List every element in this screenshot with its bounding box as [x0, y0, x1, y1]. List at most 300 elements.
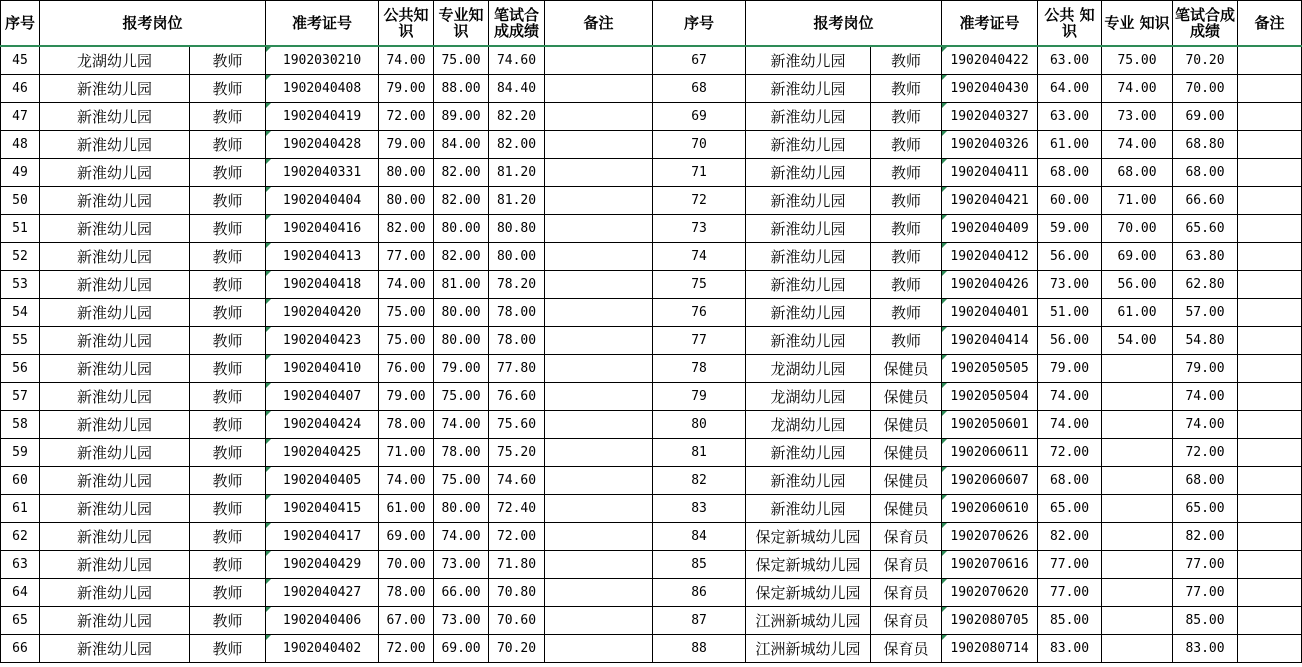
- role-cell: 教师: [190, 75, 266, 103]
- exam-no-cell: 1902080714: [942, 635, 1038, 663]
- role-cell: 教师: [190, 579, 266, 607]
- note-cell: [545, 551, 653, 579]
- exam-no-cell: 1902040429: [266, 551, 379, 579]
- role-cell: 教师: [190, 271, 266, 299]
- major-score-cell: [1102, 523, 1173, 551]
- total-score-cell: 82.00: [489, 131, 545, 159]
- exam-no-cell: 1902040410: [266, 355, 379, 383]
- note-cell: [1238, 551, 1302, 579]
- seq-cell: 50: [1, 187, 40, 215]
- exam-no-cell: 1902060611: [942, 439, 1038, 467]
- seq-cell: 64: [1, 579, 40, 607]
- exam-no-cell: 1902060610: [942, 495, 1038, 523]
- school-cell: 新淮幼儿园: [746, 131, 871, 159]
- public-score-cell: 74.00: [1038, 383, 1102, 411]
- role-cell: 保育员: [871, 523, 942, 551]
- exam-no-cell: 1902040419: [266, 103, 379, 131]
- note-cell: [1238, 327, 1302, 355]
- public-score-cell: 74.00: [1038, 411, 1102, 439]
- total-score-cell: 80.00: [489, 243, 545, 271]
- table-row: [1, 131, 1302, 159]
- table-row: [1, 327, 1302, 355]
- major-score-cell: 73.00: [434, 607, 489, 635]
- role-cell: 保健员: [871, 439, 942, 467]
- school-cell: 新淮幼儿园: [40, 243, 190, 271]
- total-score-cell: 75.20: [489, 439, 545, 467]
- school-cell: 龙湖幼儿园: [40, 46, 190, 75]
- exam-no-cell: 1902040420: [266, 299, 379, 327]
- school-cell: 新淮幼儿园: [746, 495, 871, 523]
- role-cell: 保育员: [871, 551, 942, 579]
- role-cell: 教师: [871, 103, 942, 131]
- school-cell: 龙湖幼儿园: [746, 355, 871, 383]
- seq-cell: 66: [1, 635, 40, 663]
- seq-cell: 80: [653, 411, 746, 439]
- note-cell: [1238, 131, 1302, 159]
- public-score-cell: 74.00: [379, 46, 434, 75]
- role-cell: 教师: [871, 46, 942, 75]
- exam-no-cell: 1902040327: [942, 103, 1038, 131]
- table-row: [1, 411, 1302, 439]
- seq-cell: 49: [1, 159, 40, 187]
- exam-no-cell: 1902040408: [266, 75, 379, 103]
- role-cell: 教师: [190, 187, 266, 215]
- total-score-cell: 81.20: [489, 159, 545, 187]
- note-cell: [1238, 243, 1302, 271]
- school-cell: 新淮幼儿园: [40, 607, 190, 635]
- exam-no-cell: 1902040411: [942, 159, 1038, 187]
- header-public: 公共知识: [379, 1, 434, 47]
- exam-no-cell: 1902040406: [266, 607, 379, 635]
- role-cell: 教师: [871, 299, 942, 327]
- major-score-cell: 84.00: [434, 131, 489, 159]
- school-cell: 新淮幼儿园: [40, 159, 190, 187]
- note-cell: [545, 607, 653, 635]
- table-row: [1, 635, 1302, 663]
- role-cell: 保育员: [871, 607, 942, 635]
- note-cell: [545, 523, 653, 551]
- role-cell: 教师: [871, 131, 942, 159]
- total-score-cell: 72.40: [489, 495, 545, 523]
- role-cell: 教师: [190, 243, 266, 271]
- public-score-cell: 51.00: [1038, 299, 1102, 327]
- exam-no-cell: 1902040326: [942, 131, 1038, 159]
- seq-cell: 58: [1, 411, 40, 439]
- public-score-cell: 79.00: [379, 383, 434, 411]
- table-row: [1, 75, 1302, 103]
- public-score-cell: 71.00: [379, 439, 434, 467]
- school-cell: 新淮幼儿园: [746, 215, 871, 243]
- seq-cell: 72: [653, 187, 746, 215]
- major-score-cell: 73.00: [434, 551, 489, 579]
- public-score-cell: 80.00: [379, 187, 434, 215]
- public-score-cell: 68.00: [1038, 467, 1102, 495]
- role-cell: 教师: [190, 355, 266, 383]
- role-cell: 教师: [190, 411, 266, 439]
- note-cell: [1238, 215, 1302, 243]
- school-cell: 保定新城幼儿园: [746, 523, 871, 551]
- public-score-cell: 64.00: [1038, 75, 1102, 103]
- total-score-cell: 69.00: [1173, 103, 1238, 131]
- role-cell: 教师: [871, 187, 942, 215]
- public-score-cell: 79.00: [379, 131, 434, 159]
- exam-no-cell: 1902040415: [266, 495, 379, 523]
- exam-no-cell: 1902040422: [942, 46, 1038, 75]
- total-score-cell: 77.00: [1173, 551, 1238, 579]
- public-score-cell: 69.00: [379, 523, 434, 551]
- total-score-cell: 81.20: [489, 187, 545, 215]
- header-public-right: 公共 知识: [1038, 1, 1102, 47]
- table-row: [1, 495, 1302, 523]
- major-score-cell: 82.00: [434, 187, 489, 215]
- total-score-cell: 78.00: [489, 299, 545, 327]
- seq-cell: 48: [1, 131, 40, 159]
- table-row: [1, 607, 1302, 635]
- role-cell: 教师: [871, 327, 942, 355]
- public-score-cell: 60.00: [1038, 187, 1102, 215]
- header-seq: 序号: [1, 1, 40, 47]
- seq-cell: 56: [1, 355, 40, 383]
- public-score-cell: 72.00: [379, 635, 434, 663]
- total-score-cell: 74.60: [489, 467, 545, 495]
- school-cell: 新淮幼儿园: [746, 467, 871, 495]
- major-score-cell: 66.00: [434, 579, 489, 607]
- note-cell: [545, 467, 653, 495]
- note-cell: [545, 159, 653, 187]
- major-score-cell: 75.00: [434, 383, 489, 411]
- total-score-cell: 63.80: [1173, 243, 1238, 271]
- note-cell: [545, 355, 653, 383]
- total-score-cell: 74.00: [1173, 411, 1238, 439]
- major-score-cell: 89.00: [434, 103, 489, 131]
- major-score-cell: 75.00: [434, 467, 489, 495]
- major-score-cell: 70.00: [1102, 215, 1173, 243]
- public-score-cell: 68.00: [1038, 159, 1102, 187]
- exam-no-cell: 1902050504: [942, 383, 1038, 411]
- exam-no-cell: 1902040401: [942, 299, 1038, 327]
- total-score-cell: 75.60: [489, 411, 545, 439]
- table-row: [1, 271, 1302, 299]
- seq-cell: 85: [653, 551, 746, 579]
- seq-cell: 71: [653, 159, 746, 187]
- total-score-cell: 85.00: [1173, 607, 1238, 635]
- role-cell: 教师: [871, 75, 942, 103]
- total-score-cell: 70.20: [489, 635, 545, 663]
- school-cell: 新淮幼儿园: [746, 159, 871, 187]
- school-cell: 新淮幼儿园: [40, 75, 190, 103]
- note-cell: [1238, 495, 1302, 523]
- public-score-cell: 61.00: [379, 495, 434, 523]
- total-score-cell: 74.00: [1173, 383, 1238, 411]
- total-score-cell: 82.20: [489, 103, 545, 131]
- school-cell: 江洲新城幼儿园: [746, 607, 871, 635]
- major-score-cell: [1102, 411, 1173, 439]
- public-score-cell: 63.00: [1038, 103, 1102, 131]
- major-score-cell: 81.00: [434, 271, 489, 299]
- major-score-cell: 82.00: [434, 243, 489, 271]
- seq-cell: 68: [653, 75, 746, 103]
- total-score-cell: 83.00: [1173, 635, 1238, 663]
- major-score-cell: [1102, 495, 1173, 523]
- school-cell: 新淮幼儿园: [40, 103, 190, 131]
- exam-no-cell: 1902040409: [942, 215, 1038, 243]
- major-score-cell: 74.00: [434, 523, 489, 551]
- role-cell: 教师: [190, 551, 266, 579]
- seq-cell: 76: [653, 299, 746, 327]
- public-score-cell: 77.00: [379, 243, 434, 271]
- exam-no-cell: 1902050601: [942, 411, 1038, 439]
- seq-cell: 69: [653, 103, 746, 131]
- total-score-cell: 68.80: [1173, 131, 1238, 159]
- seq-cell: 87: [653, 607, 746, 635]
- school-cell: 新淮幼儿园: [40, 327, 190, 355]
- seq-cell: 77: [653, 327, 746, 355]
- school-cell: 新淮幼儿园: [40, 131, 190, 159]
- exam-no-cell: 1902040428: [266, 131, 379, 159]
- seq-cell: 60: [1, 467, 40, 495]
- role-cell: 教师: [190, 439, 266, 467]
- school-cell: 新淮幼儿园: [40, 299, 190, 327]
- seq-cell: 59: [1, 439, 40, 467]
- seq-cell: 63: [1, 551, 40, 579]
- table-row: [1, 467, 1302, 495]
- major-score-cell: 56.00: [1102, 271, 1173, 299]
- table-row: [1, 579, 1302, 607]
- note-cell: [545, 439, 653, 467]
- role-cell: 教师: [190, 327, 266, 355]
- role-cell: 教师: [190, 467, 266, 495]
- note-cell: [545, 383, 653, 411]
- total-score-cell: 74.60: [489, 46, 545, 75]
- note-cell: [1238, 271, 1302, 299]
- major-score-cell: 54.00: [1102, 327, 1173, 355]
- exam-no-cell: 1902040413: [266, 243, 379, 271]
- role-cell: 保育员: [871, 579, 942, 607]
- role-cell: 保健员: [871, 467, 942, 495]
- school-cell: 新淮幼儿园: [40, 495, 190, 523]
- school-cell: 新淮幼儿园: [40, 467, 190, 495]
- seq-cell: 62: [1, 523, 40, 551]
- table-row: [1, 551, 1302, 579]
- total-score-cell: 78.20: [489, 271, 545, 299]
- public-score-cell: 77.00: [1038, 579, 1102, 607]
- seq-cell: 73: [653, 215, 746, 243]
- role-cell: 保健员: [871, 383, 942, 411]
- total-score-cell: 57.00: [1173, 299, 1238, 327]
- major-score-cell: 80.00: [434, 299, 489, 327]
- role-cell: 保健员: [871, 411, 942, 439]
- total-score-cell: 77.80: [489, 355, 545, 383]
- major-score-cell: [1102, 355, 1173, 383]
- school-cell: 保定新城幼儿园: [746, 551, 871, 579]
- public-score-cell: 85.00: [1038, 607, 1102, 635]
- table-row: [1, 243, 1302, 271]
- total-score-cell: 71.80: [489, 551, 545, 579]
- role-cell: 教师: [190, 607, 266, 635]
- seq-cell: 45: [1, 46, 40, 75]
- seq-cell: 55: [1, 327, 40, 355]
- seq-cell: 88: [653, 635, 746, 663]
- exam-no-cell: 1902080705: [942, 607, 1038, 635]
- school-cell: 新淮幼儿园: [40, 439, 190, 467]
- public-score-cell: 82.00: [1038, 523, 1102, 551]
- major-score-cell: [1102, 579, 1173, 607]
- note-cell: [545, 131, 653, 159]
- total-score-cell: 70.60: [489, 607, 545, 635]
- seq-cell: 74: [653, 243, 746, 271]
- major-score-cell: [1102, 383, 1173, 411]
- header-exam-no: 准考证号: [266, 1, 379, 47]
- major-score-cell: 74.00: [1102, 75, 1173, 103]
- table-row: [1, 355, 1302, 383]
- public-score-cell: 79.00: [379, 75, 434, 103]
- exam-no-cell: 1902060607: [942, 467, 1038, 495]
- note-cell: [545, 103, 653, 131]
- total-score-cell: 62.80: [1173, 271, 1238, 299]
- major-score-cell: 69.00: [1102, 243, 1173, 271]
- major-score-cell: [1102, 439, 1173, 467]
- exam-no-cell: 1902040426: [942, 271, 1038, 299]
- note-cell: [1238, 355, 1302, 383]
- exam-no-cell: 1902040414: [942, 327, 1038, 355]
- total-score-cell: 82.00: [1173, 523, 1238, 551]
- note-cell: [545, 243, 653, 271]
- table-row: [1, 46, 1302, 75]
- public-score-cell: 78.00: [379, 411, 434, 439]
- total-score-cell: 65.60: [1173, 215, 1238, 243]
- role-cell: 教师: [190, 131, 266, 159]
- public-score-cell: 77.00: [1038, 551, 1102, 579]
- seq-cell: 47: [1, 103, 40, 131]
- note-cell: [1238, 46, 1302, 75]
- school-cell: 新淮幼儿园: [40, 271, 190, 299]
- table-row: [1, 159, 1302, 187]
- total-score-cell: 76.60: [489, 383, 545, 411]
- exam-no-cell: 1902050505: [942, 355, 1038, 383]
- major-score-cell: [1102, 551, 1173, 579]
- public-score-cell: 75.00: [379, 299, 434, 327]
- role-cell: 教师: [871, 159, 942, 187]
- note-cell: [1238, 635, 1302, 663]
- exam-no-cell: 1902040405: [266, 467, 379, 495]
- role-cell: 保健员: [871, 495, 942, 523]
- seq-cell: 61: [1, 495, 40, 523]
- table-row: [1, 215, 1302, 243]
- total-score-cell: 77.00: [1173, 579, 1238, 607]
- school-cell: 新淮幼儿园: [40, 551, 190, 579]
- major-score-cell: 74.00: [434, 411, 489, 439]
- note-cell: [545, 411, 653, 439]
- header-note-right: 备注: [1238, 1, 1302, 47]
- major-score-cell: 68.00: [1102, 159, 1173, 187]
- school-cell: 新淮幼儿园: [40, 411, 190, 439]
- major-score-cell: 80.00: [434, 215, 489, 243]
- public-score-cell: 79.00: [1038, 355, 1102, 383]
- school-cell: 新淮幼儿园: [746, 187, 871, 215]
- public-score-cell: 59.00: [1038, 215, 1102, 243]
- total-score-cell: 68.00: [1173, 159, 1238, 187]
- public-score-cell: 73.00: [1038, 271, 1102, 299]
- table-row: [1, 383, 1302, 411]
- exam-no-cell: 1902070626: [942, 523, 1038, 551]
- major-score-cell: 69.00: [434, 635, 489, 663]
- seq-cell: 78: [653, 355, 746, 383]
- major-score-cell: 80.00: [434, 327, 489, 355]
- school-cell: 保定新城幼儿园: [746, 579, 871, 607]
- role-cell: 教师: [190, 299, 266, 327]
- school-cell: 新淮幼儿园: [40, 187, 190, 215]
- role-cell: 保健员: [871, 355, 942, 383]
- seq-cell: 86: [653, 579, 746, 607]
- exam-no-cell: 1902040331: [266, 159, 379, 187]
- public-score-cell: 76.00: [379, 355, 434, 383]
- note-cell: [545, 46, 653, 75]
- school-cell: 江洲新城幼儿园: [746, 635, 871, 663]
- role-cell: 教师: [190, 635, 266, 663]
- school-cell: 新淮幼儿园: [746, 299, 871, 327]
- school-cell: 龙湖幼儿园: [746, 411, 871, 439]
- public-score-cell: 61.00: [1038, 131, 1102, 159]
- note-cell: [1238, 579, 1302, 607]
- total-score-cell: 65.00: [1173, 495, 1238, 523]
- major-score-cell: 78.00: [434, 439, 489, 467]
- school-cell: 新淮幼儿园: [40, 215, 190, 243]
- note-cell: [1238, 159, 1302, 187]
- seq-cell: 46: [1, 75, 40, 103]
- total-score-cell: 84.40: [489, 75, 545, 103]
- seq-cell: 75: [653, 271, 746, 299]
- note-cell: [545, 215, 653, 243]
- school-cell: 龙湖幼儿园: [746, 383, 871, 411]
- seq-cell: 54: [1, 299, 40, 327]
- header-major: 专业知识: [434, 1, 489, 47]
- exam-no-cell: 1902040427: [266, 579, 379, 607]
- header-post: 报考岗位: [40, 1, 266, 47]
- note-cell: [1238, 523, 1302, 551]
- major-score-cell: 73.00: [1102, 103, 1173, 131]
- exam-no-cell: 1902070620: [942, 579, 1038, 607]
- note-cell: [545, 75, 653, 103]
- note-cell: [1238, 103, 1302, 131]
- exam-no-cell: 1902040425: [266, 439, 379, 467]
- public-score-cell: 72.00: [379, 103, 434, 131]
- major-score-cell: 75.00: [1102, 46, 1173, 75]
- school-cell: 新淮幼儿园: [746, 271, 871, 299]
- exam-no-cell: 1902040407: [266, 383, 379, 411]
- public-score-cell: 65.00: [1038, 495, 1102, 523]
- note-cell: [1238, 411, 1302, 439]
- header-seq-right: 序号: [653, 1, 746, 47]
- role-cell: 保育员: [871, 635, 942, 663]
- total-score-cell: 68.00: [1173, 467, 1238, 495]
- role-cell: 教师: [190, 383, 266, 411]
- header-note: 备注: [545, 1, 653, 47]
- header-total-right: 笔试合成成绩: [1173, 1, 1238, 47]
- role-cell: 教师: [190, 159, 266, 187]
- total-score-cell: 54.80: [1173, 327, 1238, 355]
- seq-cell: 52: [1, 243, 40, 271]
- exam-no-cell: 1902030210: [266, 46, 379, 75]
- note-cell: [545, 187, 653, 215]
- exam-no-cell: 1902040417: [266, 523, 379, 551]
- major-score-cell: 80.00: [434, 495, 489, 523]
- major-score-cell: 74.00: [1102, 131, 1173, 159]
- note-cell: [545, 327, 653, 355]
- role-cell: 教师: [190, 523, 266, 551]
- major-score-cell: 82.00: [434, 159, 489, 187]
- note-cell: [1238, 187, 1302, 215]
- public-score-cell: 67.00: [379, 607, 434, 635]
